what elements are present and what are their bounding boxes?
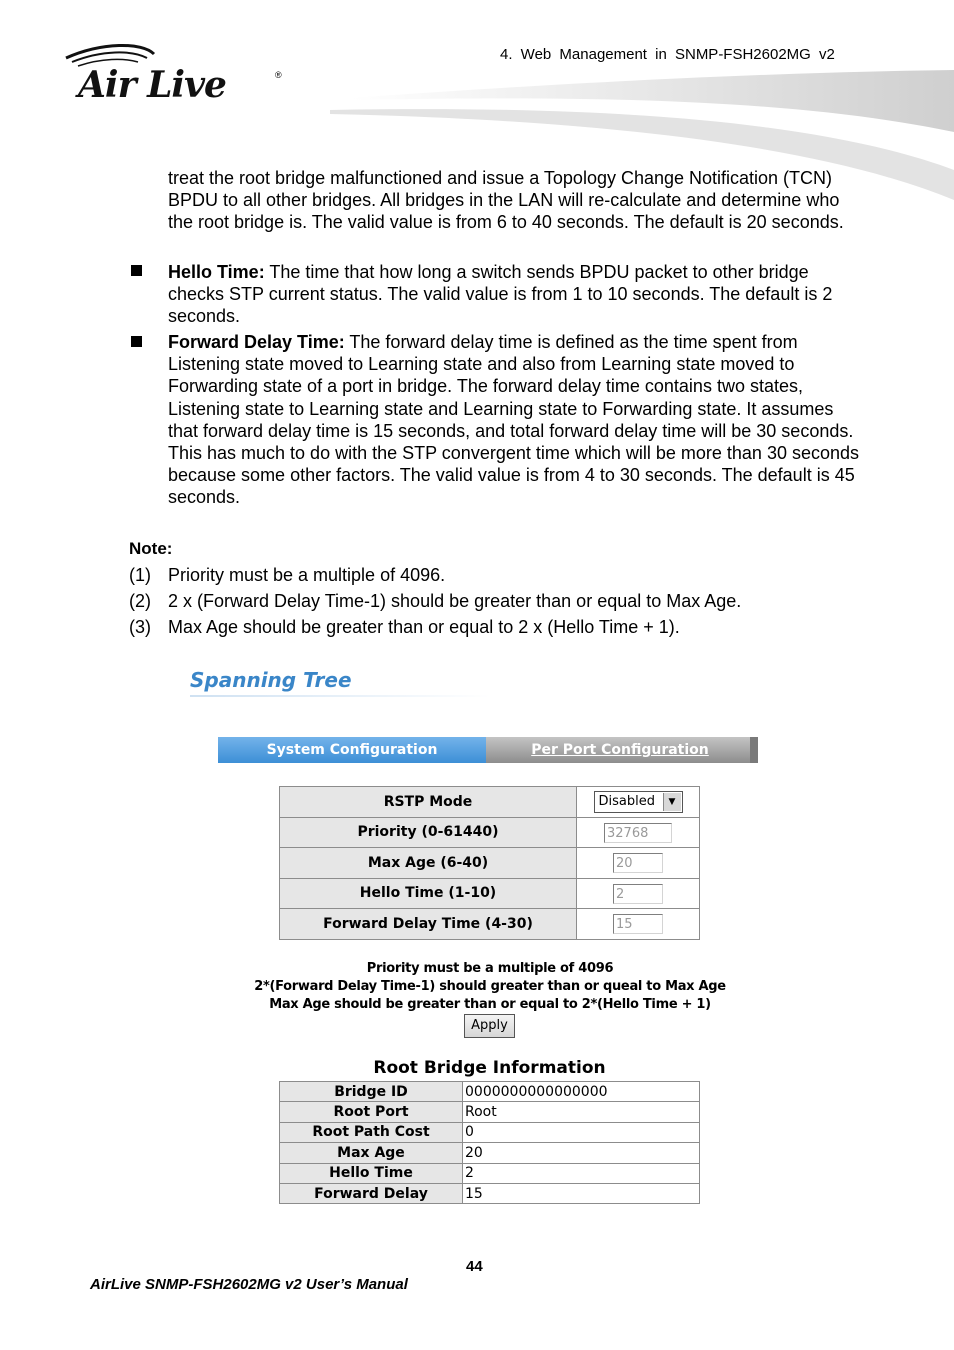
root-key: Max Age [280,1143,463,1163]
note-title: Note: [129,539,173,558]
title-underline [190,695,490,697]
forward-delay-paragraph [168,331,868,509]
table-row [280,909,700,940]
apply-button[interactable]: Apply [464,1014,515,1038]
hello-time-input[interactable]: 2 [613,884,663,904]
forward-delay-text: The forward delay time is defined as the time spent from Listening state moved to Learning state and also from Learning state moved to Forwarding state of a port in bridge. The forward delay time contains two states, Listening state to Learning state and Learning state to Forwarding state. It assumes that forward delay time is 15 seconds, and total forward delay time will be 30 seconds. This has much to do with the STP convergent time which will be more than 30 seconds because some other factors. The valid value is from 4 to 30 seconds. The default is 45 seconds. [168,332,860,508]
hello-time-text: The time that how long a switch sends BPDU packet to other bridge checks STP current status. The valid value is from 1 to 10 seconds. The default is 2 seconds. [168,262,833,327]
table-row [280,1183,700,1203]
root-bridge-title: Root Bridge Information [373,1058,606,1078]
root-key: Root Port [280,1102,463,1122]
root-value: Root [463,1102,700,1122]
rstp-mode-label: RSTP Mode [280,787,577,818]
note-item: Max Age should be greater than or equal to 2 x (Hello Time + 1). [168,617,680,637]
table-row [280,848,700,879]
root-key: Root Path Cost [280,1122,463,1142]
root-key: Forward Delay [280,1183,463,1203]
root-key: Hello Time [280,1163,463,1183]
rstp-mode-value: Disabled [598,794,655,810]
root-value: 20 [463,1143,700,1163]
table-row [280,787,700,818]
note-item: Priority must be a multiple of 4096. [168,565,446,585]
bullet-square [131,265,142,276]
hello-time-label: Hello Time (1-10) [280,878,577,909]
table-row [280,1122,700,1142]
page-number: 44 [466,1258,483,1275]
bullet-square [131,336,142,347]
table-row [280,1163,700,1183]
rstp-mode-select[interactable] [594,791,683,813]
tab-edge [750,737,758,763]
priority-input[interactable]: 32768 [604,823,672,843]
forward-delay-label: Forward Delay Time (4-30) [280,909,577,940]
tab-system-configuration[interactable]: System Configuration [218,737,486,763]
root-key: Bridge ID [280,1082,463,1102]
logo-wordmark: Air Live [78,64,226,106]
figure-note: 2*(Forward Delay Time-1) should greater than or queal to Max Age [254,979,726,994]
registered-mark: ® [275,70,282,80]
table-row [280,878,700,909]
forward-delay-input[interactable]: 15 [613,914,663,934]
manual-footer: AirLive SNMP-FSH2602MG v2 User’s Manual [90,1276,408,1293]
note-item: 2 x (Forward Delay Time-1) should be greater than or equal to Max Age. [168,591,742,611]
forward-delay-term: Forward Delay Time: [168,332,345,352]
stp-config-table [279,786,700,940]
figure-note: Priority must be a multiple of 4096 [366,961,614,976]
note-number: (3) [129,617,151,637]
chevron-down-icon[interactable]: ▼ [663,793,681,811]
root-bridge-table [279,1081,700,1204]
root-value: 0 [463,1122,700,1142]
priority-label: Priority (0-61440) [280,817,577,848]
hello-time-term: Hello Time: [168,262,265,282]
table-row [280,1102,700,1122]
hello-time-paragraph [168,261,868,328]
note-number: (2) [129,591,151,611]
root-value: 0000000000000000 [463,1082,700,1102]
note-number: (1) [129,565,151,585]
tab-per-port-configuration[interactable]: Per Port Configuration [486,737,754,763]
max-age-input[interactable]: 20 [613,853,663,873]
figure-notes [240,960,740,1014]
table-row [280,1143,700,1163]
intro-paragraph: treat the root bridge malfunctioned and issue a Topology Change Notification (TCN) BPDU to all other bridges. All bridges in the LAN will re-calculate and determine who the root bridge is. The valid value is from 6 to 40 seconds. The default is 20 seconds. [168,168,844,233]
table-row [280,817,700,848]
root-value: 2 [463,1163,700,1183]
table-row [280,1082,700,1102]
root-value: 15 [463,1183,700,1203]
spanning-tree-title: Spanning Tree [190,668,352,692]
chapter-heading: 4. Web Management in SNMP-FSH2602MG v2 [500,46,835,63]
figure-note: Max Age should be greater than or equal to 2*(Hello Time + 1) [269,997,711,1012]
max-age-label: Max Age (6-40) [280,848,577,879]
